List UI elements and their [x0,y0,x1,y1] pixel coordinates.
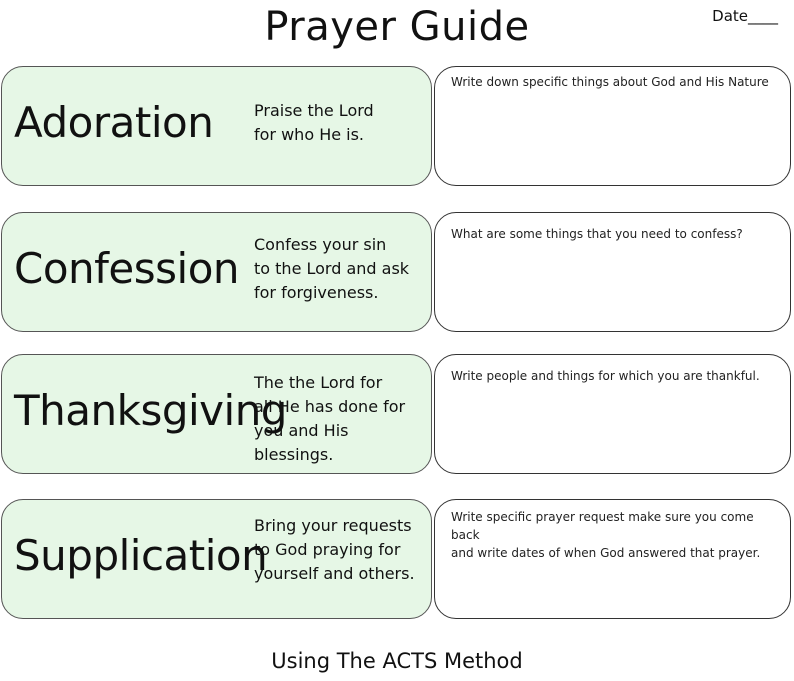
step-name: Thanksgiving [14,386,287,435]
page-title: Prayer Guide [264,4,530,50]
step-label-box [1,354,432,474]
step-label-box [1,499,432,619]
step-name: Adoration [14,98,214,147]
footer-caption: Using The ACTS Method [271,649,523,673]
writing-area-confession[interactable] [434,212,791,332]
writing-area-adoration[interactable] [434,66,791,186]
date-field[interactable]: Date____ [712,7,778,25]
step-row-supplication [0,499,794,623]
step-label-box [1,212,432,332]
step-description: Confess your sin to the Lord and ask for forgiveness. [254,235,410,302]
step-row-thanksgiving [0,354,794,478]
writing-prompt: Write down specific things about God and His Nature [451,75,769,89]
writing-area-supplication[interactable] [434,499,791,619]
step-row-adoration [0,66,794,190]
step-label-box [1,66,432,186]
step-description: Praise the Lord for who He is. [254,101,374,144]
writing-prompt: What are some things that you need to confess? [451,227,743,241]
step-row-confession [0,212,794,336]
writing-prompt: Write people and things for which you are thankful. [451,369,760,383]
step-description: The the Lord for all He has done for you and His blessings. [254,373,406,464]
writing-prompt: Write specific prayer request make sure you come back and write dates of when God answered that prayer. [451,510,761,560]
writing-area-thanksgiving[interactable] [434,354,791,474]
step-description: Bring your requests to God praying for yourself and others. [254,516,415,583]
step-name: Confession [14,244,240,293]
step-name: Supplication [14,531,268,580]
